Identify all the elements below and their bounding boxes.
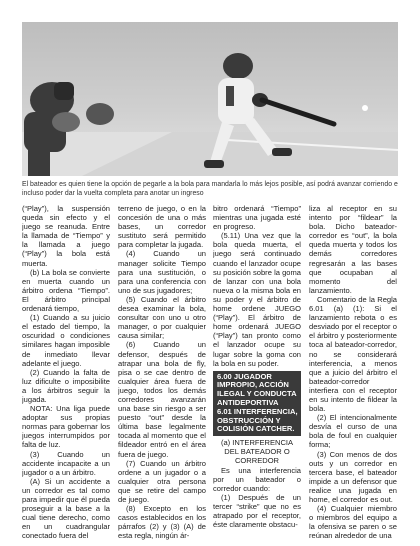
paragraph: (“Play”), la suspensión queda sin efecto y el juego se reanuda. Entre la llamada de “Tiempo” y la llamada a juego (“Play”) la bola está muerta. bbox=[22, 204, 110, 268]
paragraph: (2) El intencionalmente desvía el curso de una bola de foul en cualquier forma; bbox=[309, 413, 397, 450]
paragraph: (b) La bola se convierte en muerta cuando un árbitro ordena “Tiempo”. El árbitro principal ordenará tiempo, bbox=[22, 267, 110, 314]
paragraph: liza al receptor en su intento por “fildear” la bola. Dicho bateador-corredor es “out”, la bola queda muerta y todos los demás corredores regresarán a las bases que ocupaban al momento del lanzamiento. bbox=[309, 204, 397, 295]
paragraph: (8) Excepto en los casos establecidos en los párrafos (2) y (3) (A) de esta regla, ningún ár- bbox=[118, 504, 206, 541]
paragraph: (4) Cualquier miembro o miembros del equipo a la ofensiva se paren o se reúnan alrededor de una bbox=[309, 504, 397, 541]
paragraph: Comentario de la Regla 6.01 (a) (1): Si el lanzamiento rebota o es desviado por el receptor o el árbitro y posteriormente toca al bateador-corredor, no se considerará interferencia, a menos que a juicio del árbitro el bateador-corredor interfiera con el receptor en su intento de fildear la bola. bbox=[309, 294, 397, 414]
baseball-photo bbox=[22, 22, 398, 176]
section-subtitle: (a) INTERFERENCIA DEL BATEADOR O CORREDOR bbox=[220, 438, 294, 466]
paragraph: (2) Cuando la falta de luz dificulte o imposibilite a los árbitros seguir la jugada. bbox=[22, 367, 110, 404]
paragraph: (1) Después de un tercer “strike” que no es atrapado por el receptor, éste claramente obstacu- bbox=[213, 492, 301, 530]
photo-caption: El bateador es quien tiene la opción de pegarle a la bola para mandarla lo más lejos posible, así podrá avanzar corriendo e incluso poder dar la vuelta completa para anotar un ingreso bbox=[22, 181, 398, 197]
paragraph: (3) Con menos de dos outs y un corredor en tercera base, el bateador impide a un defensor que realice una jugada en home, el corredor es out. bbox=[309, 449, 397, 504]
paragraph: (3) Cuando un accidente incapacite a un jugador o a un árbitro. bbox=[22, 449, 110, 477]
paragraph: Es una interferencia por un bateador o corredor cuando: bbox=[213, 465, 301, 493]
paragraph: (6) Cuando un defensor, después de atrapar una bola de fly, pisa o se cae dentro de cualquier área fuera de juego, todos los demás corredores avanzarán una base sin riesgo a ser puesto “out” desde la última base legalmente tocada al momento que el fildeador entró en el área fuera de juego. bbox=[118, 340, 206, 459]
paragraph: (7) Cuando un árbitro ordene a un jugador o a cualquier otra persona que se retire del campo de juego. bbox=[118, 458, 206, 504]
text-column-1 bbox=[22, 204, 110, 546]
paragraph: bitro ordenará “Tiempo” mientras una jugada esté en progreso. bbox=[213, 204, 301, 232]
paragraph: (5.11) Una vez que la bola queda muerta, el juego será continuado cuando el lanzador ocupe su posición sobre la goma de lanzar con una bola nueva o la misma bola en su poder y el árbitro de home ordene JUEGO (“Play”). El árbitro de home ordenará JUEGO (“Play”) tan pronto como el lanzador ocupe su lugar sobre la goma con la bola en su poder. bbox=[213, 231, 301, 368]
section-heading-box bbox=[213, 371, 301, 437]
paragraph: (5) Cuando el árbitro desea examinar la bola, consultar con uno u otro manager, o por cualquier causa similar; bbox=[118, 294, 206, 341]
paragraph: terreno de juego, o en la concesión de una o más bases, un corredor sustituto será permitido para completar la jugada. bbox=[118, 204, 206, 250]
paragraph: (1) Cuando a su juicio el estado del tiempo, la oscuridad o condiciones similares hagan imposible de inmediato llevar adelante el juego. bbox=[22, 313, 110, 368]
section-heading: 6.00 JUGADOR IMPROPIO, ACCIÓN ILEGAL Y CONDUCTA ANTIDEPORTIVA bbox=[217, 371, 297, 408]
text-column-3 bbox=[213, 204, 301, 546]
paragraph: NOTA: Una liga puede adoptar sus propias normas para gobernar los juegos interrumpidos por falta de luz. bbox=[22, 404, 110, 450]
paragraph: (A) Si un accidente a un corredor es tal como para impedir que él pueda proseguir a la base a la cual tiene derecho, como en un cuadrangular conectado fuera del bbox=[22, 476, 110, 541]
paragraph: (4) Cuando un manager solicite Tiempo para una sustitución, o para una conferencia con uno de sus jugadores; bbox=[118, 249, 206, 295]
section-subheading: 6.01 INTERFERENCIA, OBSTRUCCIÓN Y COLISIÓN CATCHER. bbox=[217, 406, 298, 434]
text-column-2 bbox=[118, 204, 206, 546]
text-column-4 bbox=[309, 204, 397, 546]
